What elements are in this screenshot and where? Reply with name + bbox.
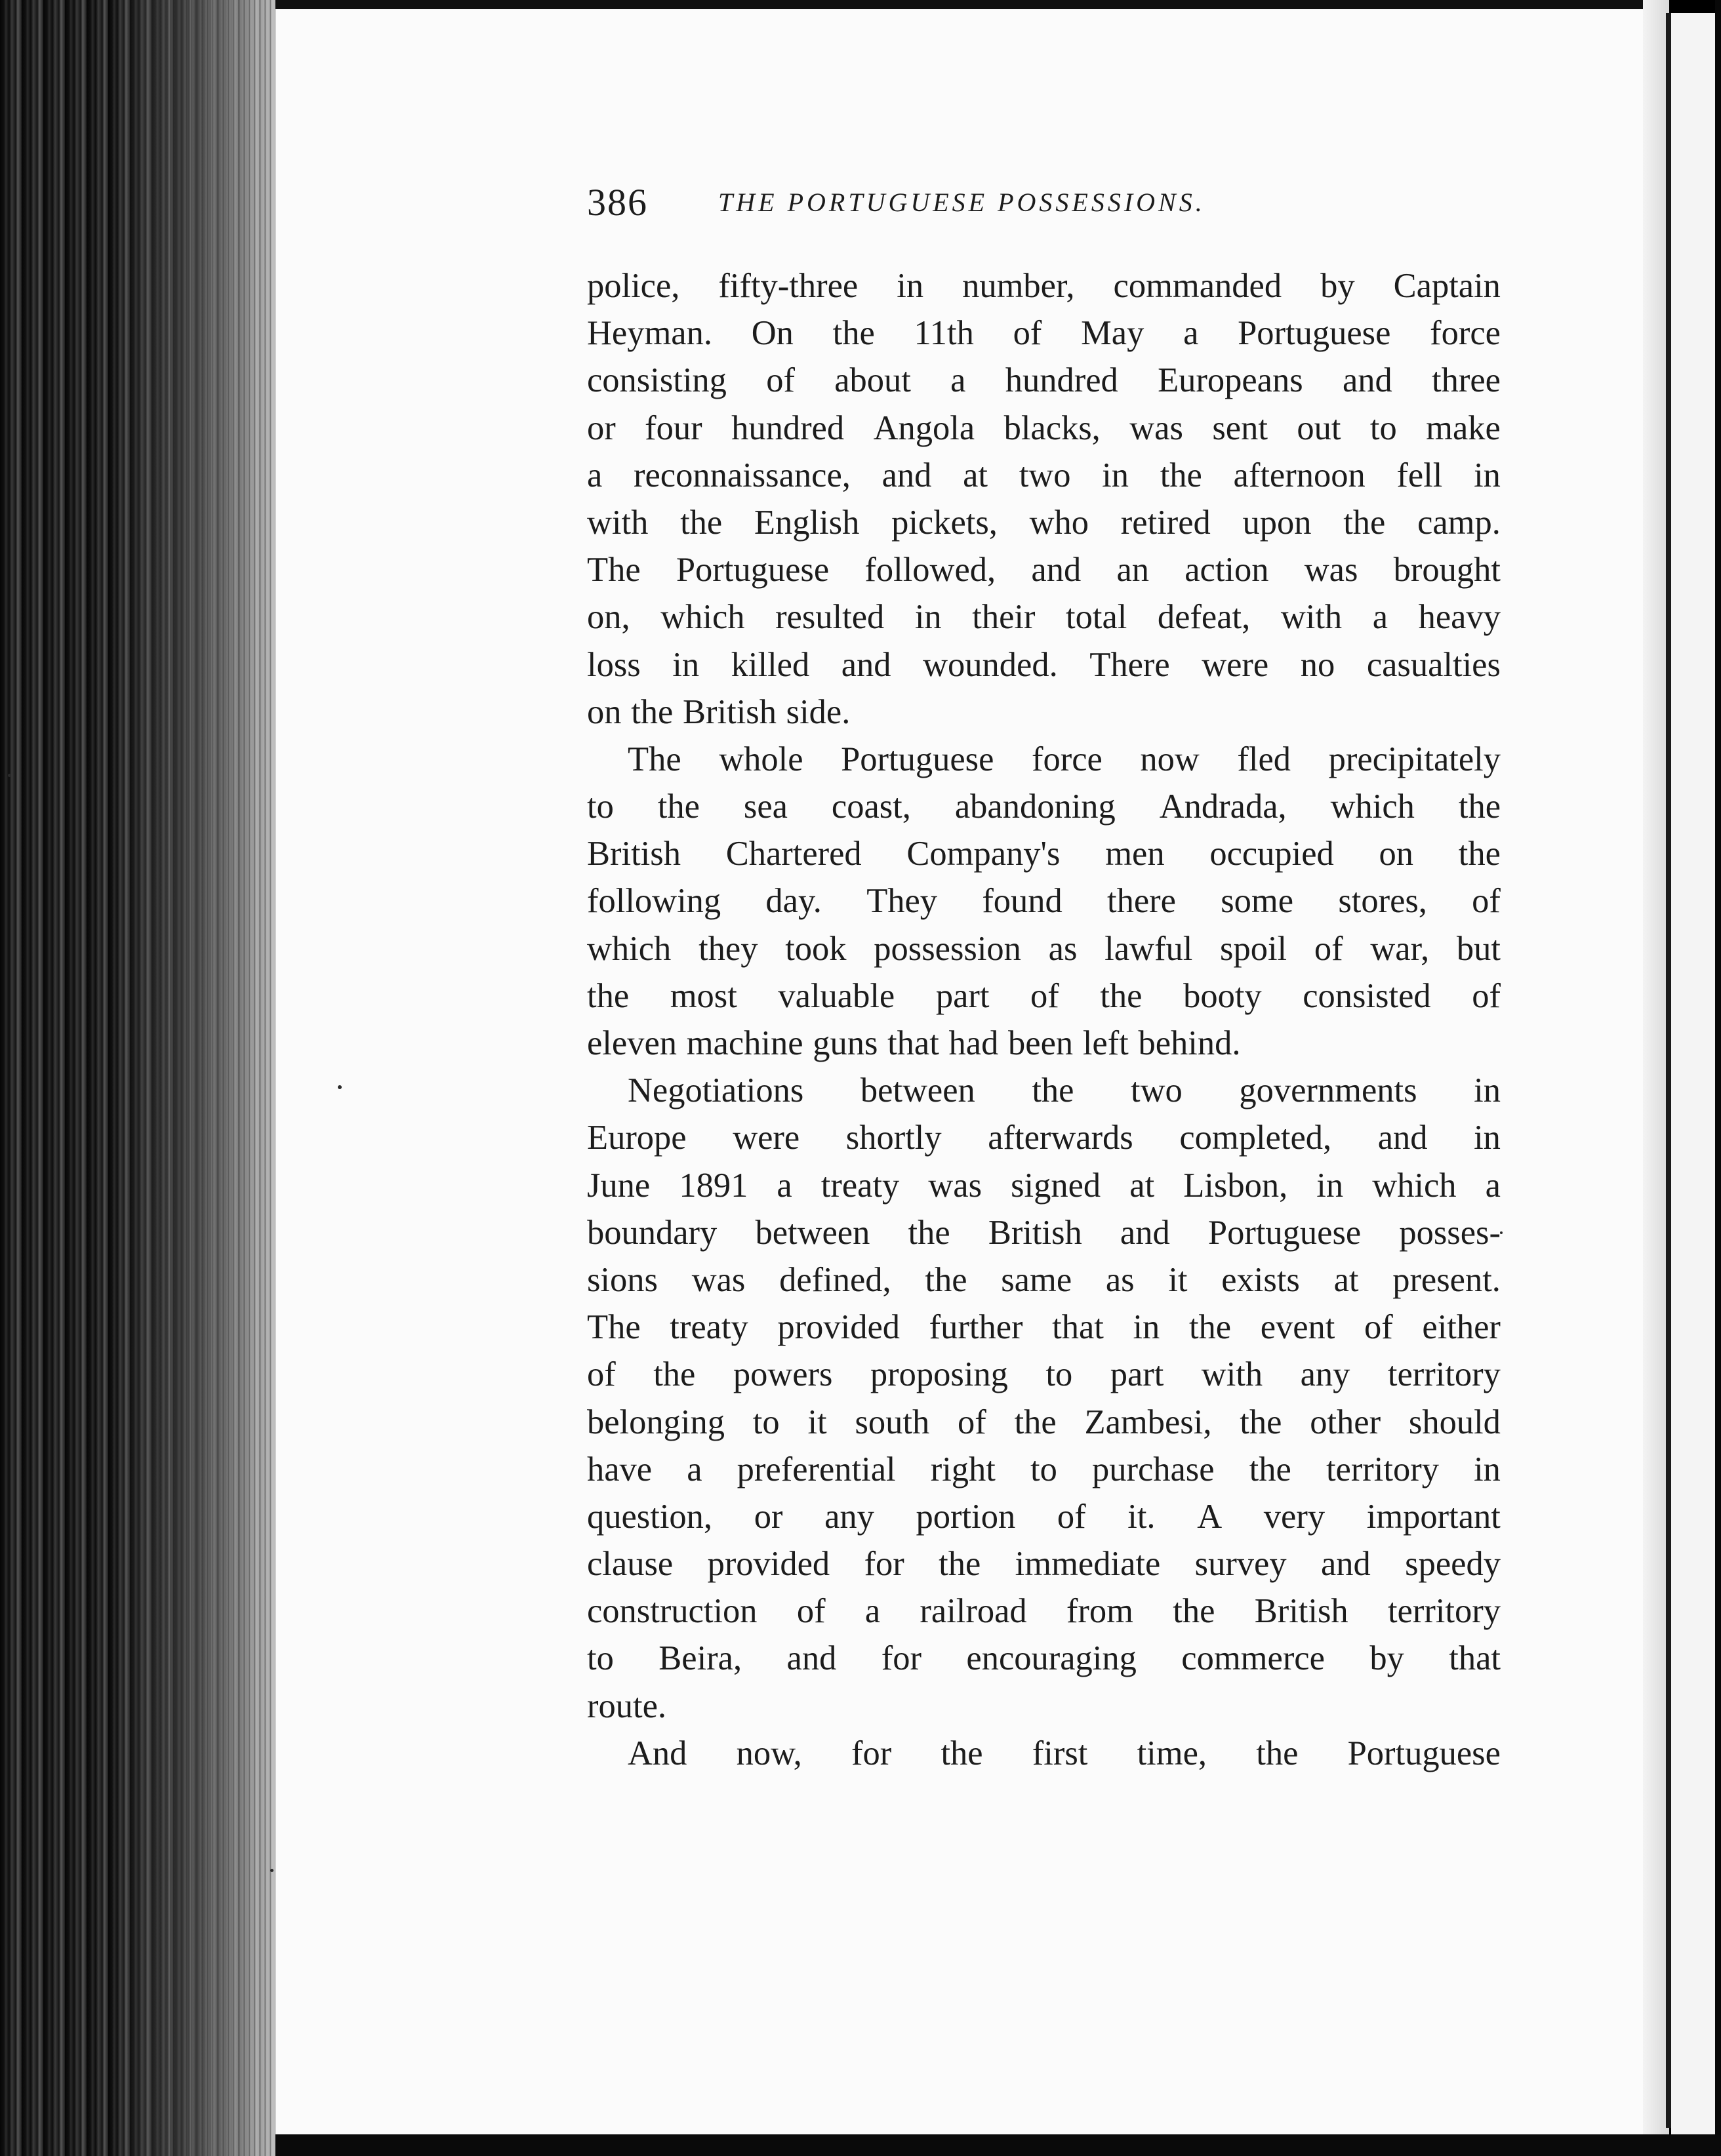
text-line: clause provided for the immediate survey and speedy [587, 1545, 1501, 1584]
text-line: consisting of about a hundred Europeans and three [587, 361, 1501, 400]
text-line: question, or any portion of it. A very important [587, 1497, 1501, 1536]
scan-speck [270, 1869, 273, 1872]
text-line: British Chartered Company's men occupied on the [587, 835, 1501, 873]
text-line: The whole Portuguese force now fled precipitately [628, 740, 1501, 778]
text-line: police, fifty-three in number, commanded by Captain [587, 267, 1501, 305]
page-header [587, 180, 1505, 239]
running-head: THE PORTUGUESE POSSESSIONS. [718, 188, 1205, 217]
text-line: with the English pickets, who retired upon the camp. [587, 503, 1501, 542]
text-line: eleven machine guns that had been left behind. [587, 1024, 1241, 1062]
text-line: Europe were shortly afterwards completed, and in [587, 1119, 1501, 1157]
book-page-edges-lines [151, 0, 282, 2156]
text-line: or four hundred Angola blacks, was sent out to make [587, 409, 1501, 447]
text-line: And now, for the first time, the Portuguese [628, 1734, 1501, 1772]
text-line: Negotiations between the two governments in [628, 1071, 1501, 1110]
page-gutter-shade [1643, 0, 1669, 2134]
body-text [587, 262, 1501, 1777]
page-number: 386 [587, 181, 648, 224]
text-line: following day. They found there some stores, of [587, 882, 1501, 921]
text-line: route. [587, 1687, 666, 1725]
text-line: the most valuable part of the booty consisted of [587, 976, 1501, 1015]
text-line: The Portuguese followed, and an action was brought [587, 551, 1501, 589]
text-line: to Beira, and for encouraging commerce by that [587, 1639, 1501, 1678]
text-line: which they took possession as lawful spoil of war, but [587, 929, 1501, 968]
text-line: The treaty provided further that in the event of either [587, 1308, 1501, 1347]
text-line: construction of a railroad from the British territory [587, 1592, 1501, 1631]
text-line: loss in killed and wounded. There were no casualties [587, 645, 1501, 684]
text-line: sions was defined, the same as it exists at present. [587, 1260, 1501, 1299]
text-line: on the British side. [587, 692, 851, 731]
page-bottom-border [275, 2134, 1721, 2156]
text-line: boundary between the British and Portuguese posses- [587, 1213, 1501, 1252]
text-line: on, which resulted in their total defeat, with a heavy [587, 598, 1501, 637]
text-line: of the powers proposing to part with any territory [587, 1355, 1501, 1394]
scan-speck [338, 1085, 342, 1089]
page-right-border [1666, 13, 1671, 2128]
text-line: to the sea coast, abandoning Andrada, which the [587, 788, 1501, 826]
facing-page-edge [1715, 0, 1721, 2156]
text-line: a reconnaissance, and at two in the afternoon fell in [587, 456, 1501, 494]
facing-page-strip [1671, 13, 1721, 2156]
text-line: June 1891 a treaty was signed at Lisbon, in which a [587, 1166, 1501, 1205]
text-line: Heyman. On the 11th of May a Portuguese force [587, 314, 1501, 353]
scan-speck [8, 774, 11, 777]
text-line: belonging to it south of the Zambesi, the other should [587, 1403, 1501, 1441]
text-line: have a preferential right to purchase the territory in [587, 1450, 1501, 1488]
